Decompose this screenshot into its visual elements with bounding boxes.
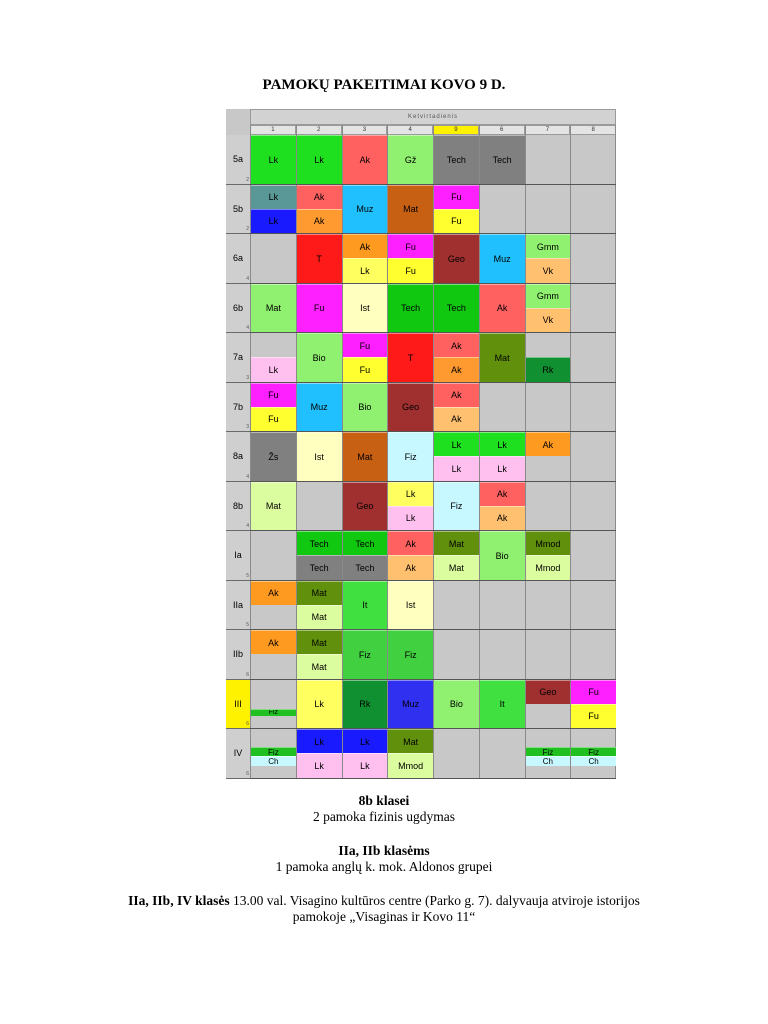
period-header: 3 xyxy=(342,125,388,135)
lesson-cell: Mat xyxy=(434,531,479,555)
lesson-cell: It xyxy=(480,680,525,729)
lesson-cell: Bio xyxy=(480,531,525,580)
lesson-cell: Žs xyxy=(251,432,296,481)
lesson-cell: Bio xyxy=(297,333,342,382)
lesson-cell: Vk xyxy=(526,258,571,282)
class-name: IV xyxy=(233,748,243,758)
lesson-cell: Ak xyxy=(297,209,342,233)
day-header: Ketvirtadienis xyxy=(250,109,616,125)
lesson-cell: Geo xyxy=(526,680,571,704)
lesson-cell: Fu xyxy=(297,284,342,333)
lesson-cell: Fu xyxy=(434,185,479,209)
lesson-cell: Fu xyxy=(571,704,616,728)
grid-row-line xyxy=(250,778,616,779)
class-row-number: 5 xyxy=(246,622,249,628)
lesson-cell: Ch xyxy=(526,756,571,766)
lesson-cell: Mat xyxy=(480,333,525,382)
class-label xyxy=(226,531,250,581)
period-header: 6 xyxy=(479,125,525,135)
class-row-number: 4 xyxy=(246,473,249,480)
lesson-cell: Fiz xyxy=(388,432,433,481)
lesson-cell: Muz xyxy=(343,185,388,234)
lesson-cell: Lk xyxy=(480,432,525,456)
class-label xyxy=(226,383,250,433)
lesson-cell: T xyxy=(297,234,342,283)
period-header: 1 xyxy=(250,125,296,135)
lesson-cell: Ak xyxy=(343,234,388,258)
lesson-cell: Ak xyxy=(434,383,479,407)
lesson-cell: Rk xyxy=(526,357,571,381)
lesson-cell: Fiz xyxy=(571,747,616,756)
lesson-cell: Fu xyxy=(251,407,296,431)
class-label xyxy=(226,284,250,334)
lesson-cell: Vk xyxy=(526,308,571,332)
page-title: PAMOKŲ PAKEITIMAI KOVO 9 D. xyxy=(262,77,506,93)
period-header: 7 xyxy=(525,125,571,135)
lesson-cell: Fiz xyxy=(526,747,571,756)
class-name: 6b xyxy=(232,302,243,313)
lesson-cell: Fu xyxy=(343,357,388,381)
lesson-cell: Lk xyxy=(343,753,388,777)
lesson-cell: Tech xyxy=(343,531,388,555)
lesson-cell: Lk xyxy=(251,135,296,184)
note-8b-text: 2 pamoka fizinis ugdymas xyxy=(312,809,456,824)
lesson-cell: Bio xyxy=(343,383,388,432)
class-label xyxy=(226,432,250,482)
lesson-cell: Ak xyxy=(526,432,571,456)
lesson-cell: Ak xyxy=(251,581,296,605)
lesson-cell: Lk xyxy=(297,135,342,184)
lesson-cell: Lk xyxy=(434,456,479,480)
lesson-cell: Fu xyxy=(388,258,433,282)
lesson-cell: Ak xyxy=(434,333,479,357)
note-8b xyxy=(0,793,768,825)
lesson-cell: Fu xyxy=(434,209,479,233)
lesson-cell: Mat xyxy=(343,432,388,481)
lesson-cell: Geo xyxy=(388,383,433,432)
class-row-number: 3 xyxy=(246,424,249,430)
lesson-cell: Lk xyxy=(388,482,433,506)
note-iia-iib-title: IIa, IIb klasėms xyxy=(338,843,430,858)
lesson-cell: Lk xyxy=(251,185,296,209)
class-row-number: 3 xyxy=(246,374,249,381)
lesson-cell: It xyxy=(343,581,388,630)
lesson-cell: Ist xyxy=(343,284,388,333)
lesson-cell: Rk xyxy=(343,680,388,729)
period-header: 2 xyxy=(296,125,342,135)
lesson-cell: Fiz xyxy=(251,709,296,716)
lesson-cell: Mat xyxy=(251,284,296,333)
class-row-number: 4 xyxy=(246,325,249,331)
lesson-cell: Lk xyxy=(297,680,342,729)
lesson-cell: Ak xyxy=(434,357,479,381)
lesson-cell: Fu xyxy=(571,680,616,704)
note-iv-text: 13.00 val. Visagino kultūros centre (Parko g. 7). dalyvauja atviroje istorijos xyxy=(229,893,640,908)
class-label xyxy=(226,581,250,631)
note-iv xyxy=(0,893,768,925)
note-iv-title: IIa, IIb, IV klasės xyxy=(128,893,230,908)
lesson-cell: Tech xyxy=(297,531,342,555)
class-row-number: 6 xyxy=(246,770,249,777)
lesson-cell: Gmm xyxy=(526,234,571,258)
lesson-cell: Mmod xyxy=(526,555,571,579)
lesson-cell: Mat xyxy=(388,729,433,753)
class-name: 7a xyxy=(232,352,243,362)
lesson-cell: Ak xyxy=(388,531,433,555)
lesson-cell: Mat xyxy=(297,630,342,654)
lesson-cell: Lk xyxy=(251,209,296,233)
lesson-cell: Gmm xyxy=(526,284,571,308)
class-row-number: 4 xyxy=(246,523,249,529)
timetable-grid xyxy=(226,109,616,778)
lesson-cell: Ak xyxy=(480,284,525,333)
lesson-cell: Gž xyxy=(388,135,433,184)
period-header: 9 xyxy=(433,125,479,135)
lesson-cell: Mat xyxy=(297,605,342,629)
class-name: III xyxy=(234,698,242,709)
lesson-cell: Ch xyxy=(251,756,296,766)
lesson-cell: Fu xyxy=(251,383,296,407)
class-label xyxy=(226,729,250,779)
lesson-cell: Muz xyxy=(480,234,525,283)
class-label xyxy=(226,234,250,284)
period-header: 4 xyxy=(387,125,433,135)
class-name: 5a xyxy=(232,154,243,164)
class-name: 8a xyxy=(232,451,243,461)
class-row-number: 2 xyxy=(246,226,249,232)
note-iia-iib-text: 1 pamoka anglų k. mok. Aldonos grupei xyxy=(275,859,493,874)
lesson-cell: Lk xyxy=(388,506,433,530)
class-name: IIa xyxy=(232,599,243,610)
lesson-cell: Lk xyxy=(343,729,388,753)
class-row-number: 4 xyxy=(246,275,249,282)
lesson-cell: Fiz xyxy=(388,630,433,679)
lesson-cell: Mat xyxy=(297,581,342,605)
lesson-cell: T xyxy=(388,333,433,382)
class-name: Ia xyxy=(234,550,242,560)
class-row-number: 6 xyxy=(246,721,249,727)
class-name: 8b xyxy=(232,500,243,511)
lesson-cell: Lk xyxy=(297,729,342,753)
lesson-cell: Bio xyxy=(434,680,479,729)
class-row-number: 5 xyxy=(246,572,249,579)
lesson-cell: Tech xyxy=(434,284,479,333)
class-label xyxy=(226,630,250,680)
class-row-number: 2 xyxy=(246,176,249,183)
lesson-cell: Tech xyxy=(297,555,342,579)
lesson-cell: Mmod xyxy=(526,531,571,555)
lesson-cell: Muz xyxy=(297,383,342,432)
lesson-cell: Mat xyxy=(251,482,296,531)
lesson-cell: Tech xyxy=(343,555,388,579)
lesson-cell: Fu xyxy=(343,333,388,357)
lesson-cell: Fiz xyxy=(343,630,388,679)
lesson-cell: Tech xyxy=(388,284,433,333)
lesson-cell: Mmod xyxy=(388,753,433,777)
class-name: IIb xyxy=(232,649,243,659)
lesson-cell: Muz xyxy=(388,680,433,729)
lesson-cell: Ak xyxy=(388,555,433,579)
note-8b-title: 8b klasei xyxy=(358,793,410,808)
lesson-cell: Lk xyxy=(480,456,525,480)
lesson-cell: Fiz xyxy=(434,482,479,531)
lesson-cell: Mat xyxy=(388,185,433,234)
lesson-cell: Ist xyxy=(388,581,433,630)
lesson-cell: Fu xyxy=(388,234,433,258)
class-name: 7b xyxy=(232,401,243,412)
lesson-cell: Geo xyxy=(434,234,479,283)
lesson-cell: Mat xyxy=(297,654,342,678)
note-iv-text2: pamokoje „Visaginas ir Kovo 11“ xyxy=(292,909,476,924)
grid-row-line xyxy=(250,481,616,482)
lesson-cell: Ak xyxy=(480,482,525,506)
class-row-number: 6 xyxy=(246,671,249,678)
lesson-cell: Fiz xyxy=(251,747,296,756)
lesson-cell: Ak xyxy=(434,407,479,431)
lesson-cell: Ak xyxy=(343,135,388,184)
class-label xyxy=(226,185,250,235)
lesson-cell: Ak xyxy=(480,506,525,530)
class-label xyxy=(226,680,250,730)
class-label xyxy=(226,482,250,532)
lesson-cell: Lk xyxy=(343,258,388,282)
lesson-cell: Geo xyxy=(343,482,388,531)
lesson-cell: Ch xyxy=(571,756,616,766)
lesson-cell: Lk xyxy=(297,753,342,777)
lesson-cell: Ist xyxy=(297,432,342,481)
lesson-cell: Ak xyxy=(251,630,296,654)
period-header: 8 xyxy=(570,125,616,135)
lesson-cell: Lk xyxy=(434,432,479,456)
class-label xyxy=(226,333,250,383)
lesson-cell: Ak xyxy=(297,185,342,209)
lesson-cell: Tech xyxy=(480,135,525,184)
class-name: 6a xyxy=(232,253,243,263)
lesson-cell: Mat xyxy=(434,555,479,579)
lesson-cell: Tech xyxy=(434,135,479,184)
lesson-cell: Lk xyxy=(251,357,296,381)
note-iia-iib xyxy=(0,843,768,875)
class-label xyxy=(226,135,250,185)
class-name: 5b xyxy=(232,203,243,214)
